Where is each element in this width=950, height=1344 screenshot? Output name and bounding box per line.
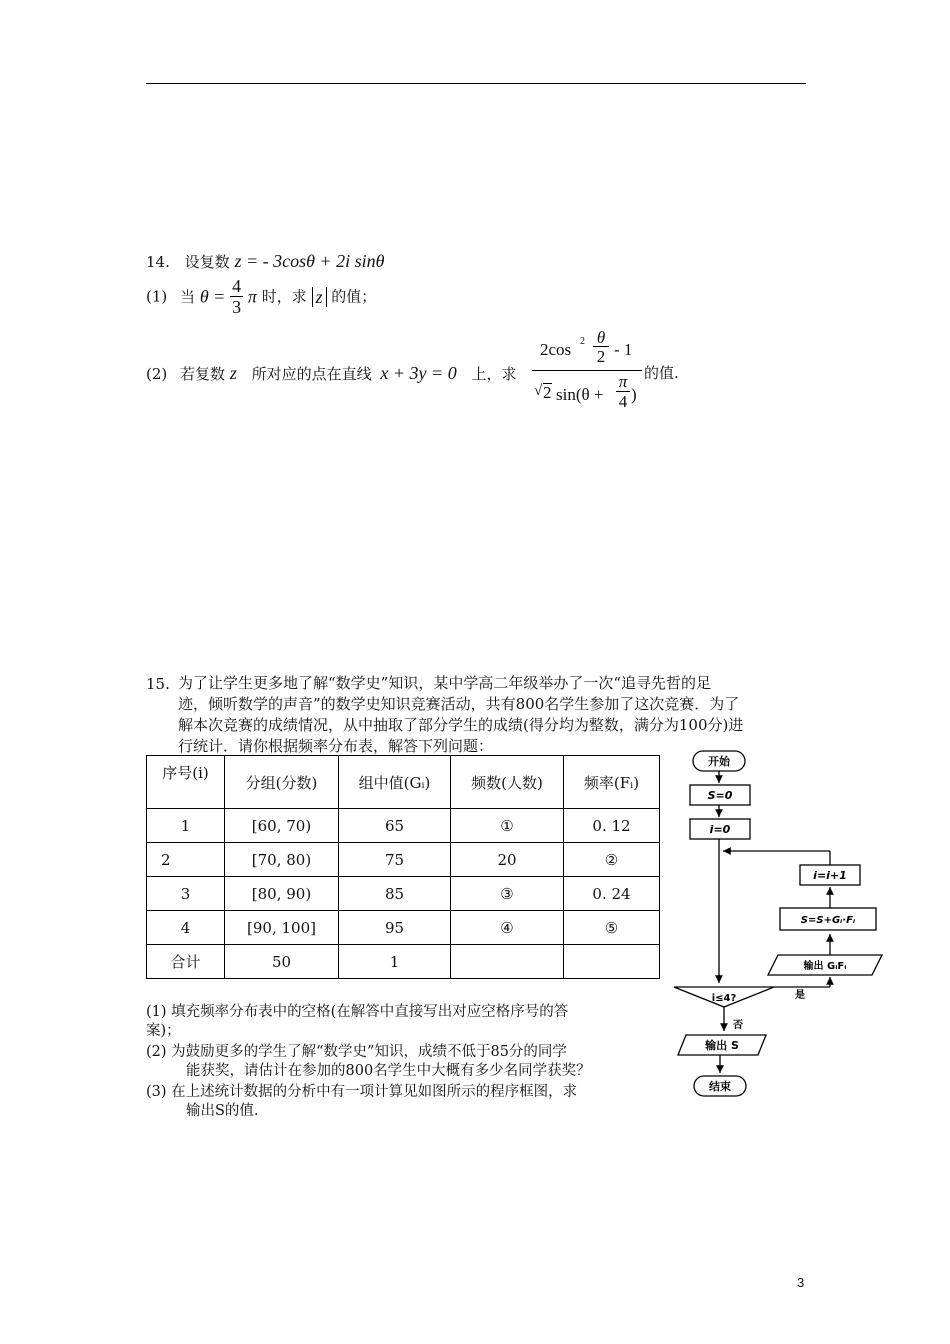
q14-part1-label: (1) — [146, 287, 168, 306]
q14-part1-text-c: 的值； — [331, 287, 377, 306]
q14-part2-z: z — [229, 363, 237, 383]
page-number: 3 — [797, 1275, 805, 1290]
q15-line-2: 迹，倾听数学的声音”的数学史知识竞赛活动，共有800名学生参加了这次竞赛．为了 — [178, 695, 740, 713]
q14-part2-text-d: 的值. — [644, 364, 679, 382]
condition-label: i≤4? — [711, 993, 737, 1004]
header-rule — [146, 83, 806, 84]
q15-subquestions — [146, 1003, 591, 1121]
header-midvalue: 组中值(Gᵢ) — [339, 756, 451, 809]
cell: [60, 70) — [225, 809, 339, 843]
cell: 20 — [451, 843, 564, 877]
num-cos: 2cos — [540, 340, 572, 359]
q15-intro — [178, 673, 743, 757]
q14-formula: z = - 3cosθ + 2i sinθ — [234, 251, 385, 271]
cell: 1 — [339, 945, 451, 979]
cell — [451, 945, 564, 979]
q14-part2-text-a: 若复数 — [180, 365, 226, 383]
subquestion-1-line-1: (1) 填充频率分布表中的空格(在解答中直接写出对应空格序号的答 — [146, 1004, 569, 1020]
s-update-label: S=S+Gᵢ·Fᵢ — [800, 915, 856, 926]
cell: ② — [564, 843, 660, 877]
header-index: 序号(i) — [147, 756, 225, 809]
den-close: ) — [631, 385, 637, 404]
cell: 65 — [339, 809, 451, 843]
table-row — [147, 843, 660, 877]
start-label: 开始 — [708, 755, 730, 768]
table-row — [147, 877, 660, 911]
cell: ① — [451, 809, 564, 843]
den-sqrt-two: 2 — [543, 383, 552, 402]
big-fraction-numerator — [532, 330, 642, 371]
cell: ⑤ — [564, 911, 660, 945]
subquestion-3-line-1: (3) 在上述统计数据的分析中有一项计算见如图所示的程序框图，求 — [146, 1084, 578, 1100]
q14-part1-theta: θ = — [199, 286, 226, 307]
cell: 4 — [147, 911, 225, 945]
q14-part1-text-a: 当 — [180, 287, 196, 306]
big-fraction-denominator — [532, 371, 642, 415]
cell: [80, 90) — [225, 877, 339, 911]
q14-part1-abs-z: z — [312, 287, 327, 307]
q15-line-1: 为了让学生更多地了解“数学史”知识，某中学高二年级举办了一次“追寻先哲的足 — [178, 674, 712, 692]
end-label: 结束 — [709, 1080, 731, 1093]
q15-line-4: 行统计．请你根据频率分布表，解答下列问题： — [178, 737, 494, 755]
subquestion-2-line-1: (2) 为鼓励更多的学生了解“数学史”知识，成绩不低于85分的同学 — [146, 1044, 567, 1060]
i-init-label: i=0 — [709, 823, 731, 836]
cell: 3 — [147, 877, 225, 911]
cell: 75 — [339, 843, 451, 877]
cell: ④ — [451, 911, 564, 945]
output-gf-label: 输出 GᵢFᵢ — [803, 961, 847, 972]
fraction-denominator: 3 — [232, 297, 242, 317]
num-theta: θ — [593, 330, 609, 347]
table-row — [147, 809, 660, 843]
s-init-label: S=0 — [707, 789, 733, 802]
header-frequency: 频率(Fᵢ) — [564, 756, 660, 809]
cell: 0. 24 — [564, 877, 660, 911]
num-two: 2 — [596, 347, 606, 366]
fraction-numerator: 4 — [232, 276, 242, 296]
cell: 合计 — [147, 945, 225, 979]
q14-intro: 设复数 — [184, 253, 230, 271]
q14-intro-line — [146, 250, 384, 273]
den-four: 4 — [618, 392, 628, 411]
yes-label: 是 — [795, 990, 805, 1001]
q14-part2-text-b: 所对应的点在直线 — [251, 365, 372, 383]
cell — [564, 945, 660, 979]
q14-part2-line-eq: x + 3y = 0 — [380, 363, 457, 383]
header-count: 频数(人数) — [451, 756, 564, 809]
frequency-table — [146, 755, 660, 979]
q14-part1-pi: π — [247, 286, 257, 307]
cell: 1 — [147, 809, 225, 843]
cell: ③ — [451, 877, 564, 911]
q14-part1 — [146, 276, 376, 317]
q14-part1-fraction — [230, 276, 243, 317]
cell: [70, 80) — [225, 843, 339, 877]
i-inc-label: i=i+1 — [813, 869, 847, 882]
num-minus-one: - 1 — [614, 340, 633, 359]
sqrt-sign: √ — [534, 383, 543, 399]
q15-number: 15. — [146, 675, 170, 693]
cell: 85 — [339, 877, 451, 911]
subquestion-2-line-2: 能获奖，请估计在参加的800名学生中大概有多少名同学获奖？ — [186, 1063, 591, 1079]
table-header-row — [147, 756, 660, 809]
cell: 2 — [147, 843, 225, 877]
num-sup: 2 — [580, 336, 585, 347]
table-row — [147, 945, 660, 979]
den-pi: π — [616, 373, 630, 392]
subquestion-1-line-2: 案)； — [146, 1023, 181, 1039]
q14-part2-fraction — [532, 330, 642, 415]
q14-number: 14. — [146, 253, 170, 271]
program-flowchart — [670, 745, 900, 1115]
q14-part2-text — [146, 362, 517, 385]
cell: 95 — [339, 911, 451, 945]
output-s-label: 输出 S — [705, 1039, 739, 1052]
subquestion-3-line-2: 输出S的值. — [186, 1103, 259, 1119]
no-label: 否 — [733, 1020, 743, 1031]
den-sin: sin(θ + — [556, 385, 604, 404]
cell: 50 — [225, 945, 339, 979]
q14-part1-text-b: 时，求 — [261, 287, 307, 306]
q14-part2-text-c: 上，求 — [471, 365, 517, 383]
cell: [90, 100] — [225, 911, 339, 945]
q14-part2-label: (2) — [146, 365, 168, 383]
cell: 0. 12 — [564, 809, 660, 843]
header-group: 分组(分数) — [225, 756, 339, 809]
table-row — [147, 911, 660, 945]
q15-line-3: 解本次竞赛的成绩情况，从中抽取了部分学生的成绩(得分均为整数，满分为100分)进 — [178, 716, 744, 734]
